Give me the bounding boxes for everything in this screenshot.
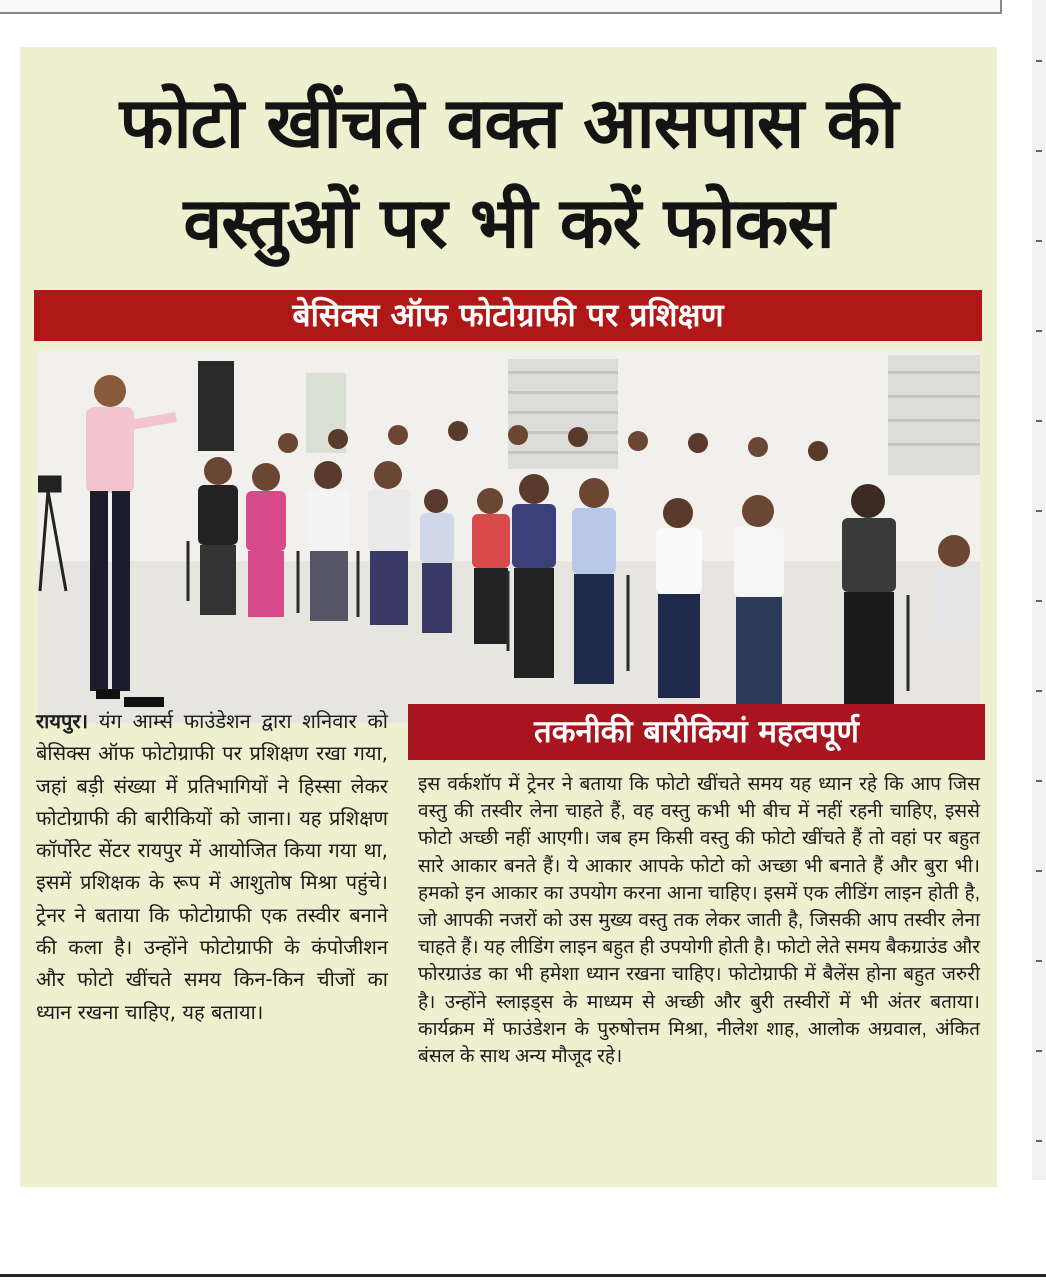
gutter-mark (1036, 330, 1042, 332)
subheading-banner (34, 290, 982, 341)
gutter-mark (1036, 960, 1042, 962)
previous-clipping-edge (0, 0, 1002, 14)
gutter-mark (1036, 420, 1042, 422)
headline (20, 73, 997, 273)
window-blinds-left (508, 359, 618, 469)
dateline: रायपुर। (36, 709, 89, 733)
side-heading-text: तकनीकी बारीकियां महत्वपूर्ण (534, 714, 859, 750)
side-heading-banner (408, 704, 985, 760)
gutter-mark (1036, 150, 1042, 152)
gutter-mark (1036, 1050, 1042, 1052)
news-clipping (20, 47, 997, 1187)
headline-line-2: वस्तुओं पर भी करें फोकस (183, 182, 834, 264)
intro-text: यंग आर्म्स फाउंडेशन द्वारा शनिवार को बेसिक्स ऑफ फोटोग्राफी पर प्रशिक्षण रखा गया, जहां बड़ी संख्या में प्रतिभागियों ने हिस्सा लेकर फोटोग्राफी की बारीकियों को जाना। यह प्रशिक्षण कॉर्पोरेट सेंटर रायपुर में आयोजित किया गया था, इसमें प्रशिक्षक के रूप में आशुतोष मिश्रा पहुंचे। ट्रेनर ने बताया कि फोटोग्राफी एक तस्वीर बनाने की कला है। उन्होंने फोटोग्राफी के कंपोजीशन और फोटो खींचते समय किन-किन चीजों का ध्यान रखना चाहिए, यह बताया। (36, 709, 388, 1024)
page-gutter (1032, 0, 1046, 1180)
workshop-photo-illustration (38, 351, 980, 723)
cabinet (198, 361, 234, 451)
headline-line-1: फोटो खींचते वक्त आसपास की (119, 82, 898, 164)
window-blinds-right (888, 355, 980, 475)
gutter-mark (1036, 1140, 1042, 1142)
gutter-mark (1036, 780, 1042, 782)
subheading-text: बेसिक्स ऑफ फोटोग्राफी पर प्रशिक्षण (292, 296, 724, 334)
gutter-mark (1036, 870, 1042, 872)
bottom-rule (0, 1274, 1046, 1277)
workshop-photo (38, 351, 980, 723)
body-column: इस वर्कशॉप में ट्रेनर ने बताया कि फोटो खींचते समय यह ध्यान रहे कि आप जिस वस्तु की तस्वीर लेना चाहते हैं, वह वस्तु कभी भी बीच में नहीं रहनी चाहिए, इससे फोटो अच्छी नहीं आएगी। जब हम किसी वस्तु की फोटो खींचते हैं तो वहां पर बहुत सारे आकार बनते हैं। ये आकार आपके फोटो को अच्छा भी बनाते हैं और बुरा भी। हमको इन आकार का उपयोग करना आना चाहिए। इसमें एक लीडिंग लाइन होती है, जो आपकी नजरों को उस मुख्य वस्तु तक लेकर जाती है, जिसकी आप तस्वीर लेना चाहते हैं। यह लीडिंग लाइन बहुत ही उपयोगी होती है। फोटो लेते समय बैकग्राउंड और फोरग्राउंड का भी हमेशा ध्यान रखना चाहिए। फोटोग्राफी में बैलेंस होना बहुत जरुरी है। उन्होंने स्लाइड्स के माध्यम से अच्छी और बुरी तस्वीरों में भी अंतर बताया। कार्यक्रम में फाउंडेशन के पुरुषोत्तम मिश्रा, नीलेश शाह, आलोक अग्रवाल, अंकित बंसल के साथ अन्य मौजूद रहे। (418, 774, 980, 1068)
gutter-mark (1036, 510, 1042, 512)
intro-column (36, 705, 388, 1028)
gutter-mark (1036, 600, 1042, 602)
gutter-mark (1036, 690, 1042, 692)
gutter-mark (1036, 60, 1042, 62)
gutter-mark (1036, 240, 1042, 242)
